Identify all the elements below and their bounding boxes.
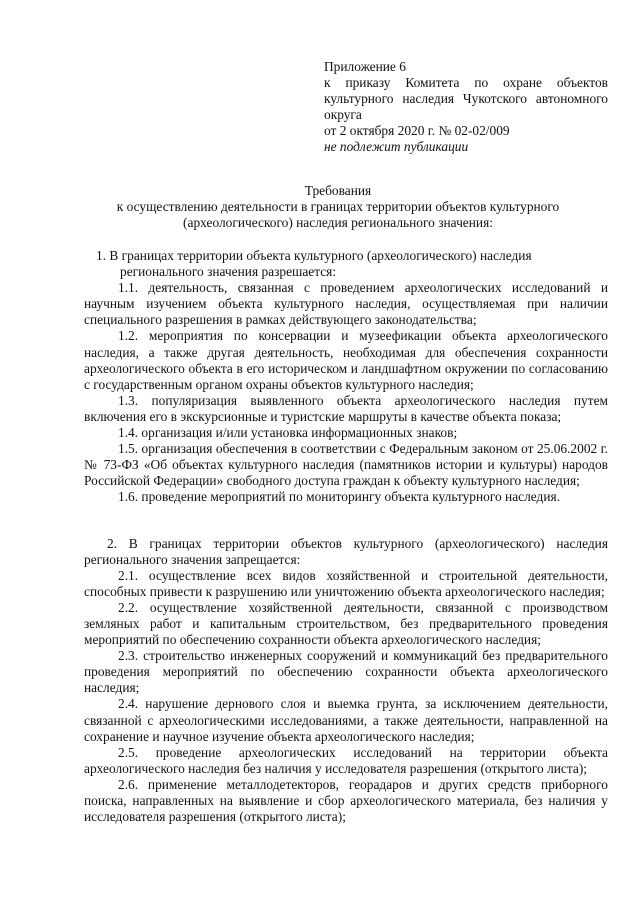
title-subheading-1: к осуществлению деятельности в границах территории объектов культурного <box>116 199 560 215</box>
section-2-item: 2.6. применение металлодетекторов, георадаров и других средств приборного поиска, направленных на выявление и сбор археологического материала, без наличия у исследователя разрешения (открытого листа); <box>84 776 608 825</box>
section-2-heading: 2. В границах территории объектов культурного (археологического) наследия регионального значения запрещается: <box>84 535 608 567</box>
appendix-order-ref: к приказу Комитета по охране объектов <box>324 75 608 91</box>
section-2-item: 2.5. проведение археологических исследований на территории объекта археологического наследия без наличия у исследователя разрешения (открытого листа); <box>84 744 608 776</box>
section-1-item: 1.1. деятельность, связанная с проведением археологических исследований и научным изучением объекта культурного наследия, осуществляемая при наличии специального разрешения в рамках действующего законодательства; <box>84 280 608 328</box>
section-spacer <box>84 506 608 536</box>
appendix-header <box>324 59 608 156</box>
appendix-committee: культурного наследия Чукотского автономного <box>324 91 608 107</box>
section-1-item: 1.5. организация обеспечения в соответствии с Федеральным законом от 25.06.2002 г. № 73-ФЗ «Об объектах культурного наследия (памятников истории и культуры) народов Российской Федерации» свободного доступа граждан к объекту культурного наследия; <box>84 441 608 489</box>
title-heading: Требования <box>304 183 372 198</box>
document-title <box>60 183 616 231</box>
section-1-heading-line2: регионального значения разрешается: <box>120 264 337 280</box>
section-1-heading-cont <box>84 264 608 280</box>
title-subheading-2: (археологического) наследия регионального значения: <box>183 215 493 231</box>
section-2-item: 2.4. нарушение дернового слоя и выемка грунта, за исключением деятельности, связанной с археологическими исследованиями, а также деятельности, направленной на сохранение и научное изучение объекта археологического наследия; <box>84 696 608 744</box>
section-2-item: 2.3. строительство инженерных сооружений и коммуникаций без предварительного проведения мероприятий по обеспечению сохранности объекта археологического наследия; <box>84 648 608 696</box>
section-1-item: 1.4. организация и/или установка информационных знаков; <box>118 425 458 441</box>
section-1-heading <box>81 248 608 264</box>
section-1-item: 1.2. мероприятия по консервации и музеефикации объекта археологического наследия, а также другая деятельность, необходимая для обеспечения сохранности археологического объекта в его историческом и ландшафтном окружении по согласованию с государственным органом охраны объектов культурного наследия; <box>84 328 608 392</box>
appendix-not-for-publication: не подлежит публикации <box>324 139 469 155</box>
section-1-item: 1.6. проведение мероприятий по мониторингу объекта культурного наследия. <box>118 489 561 505</box>
appendix-date-number: от 2 октября 2020 г. № 02-02/009 <box>324 123 510 139</box>
section-1-heading-line1: 1. В границах территории объекта культурного (археологического) наследия <box>96 248 532 263</box>
appendix-region: округа <box>324 107 362 123</box>
document-body <box>84 248 608 825</box>
appendix-number: Приложение 6 <box>324 59 406 74</box>
section-2-item: 2.2. осуществление хозяйственной деятельности, связанной с производством земляных работ и капитальным строительством, без предварительного проведения мероприятий по обеспечению сохранности объекта археологического наследия; <box>84 599 608 648</box>
section-1-item: 1.3. популяризация выявленного объекта археологического наследия путем включения его в экскурсионные и туристские маршруты в качестве объекта показа; <box>84 392 608 424</box>
section-2-item: 2.1. осуществление всех видов хозяйственной и строительной деятельности, способных привести к разрушению или уничтожению объекта археологического наследия; <box>84 567 608 599</box>
